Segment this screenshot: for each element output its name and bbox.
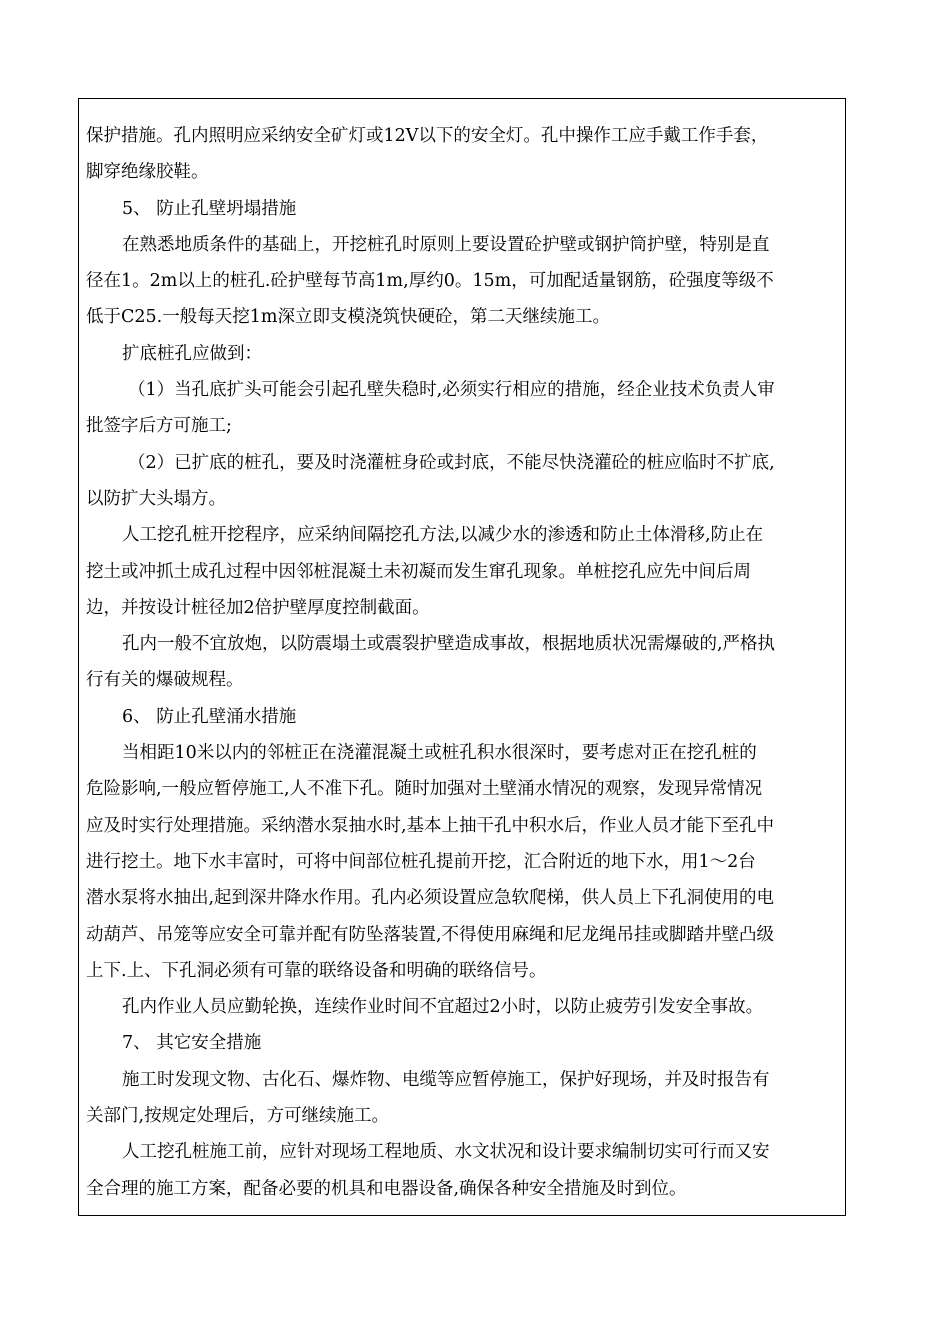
- text-line: 施工时发现文物、古化石、爆炸物、电缆等应暂停施工，保护好现场，并及时报告有: [122, 1069, 770, 1090]
- text-line: 人工挖孔桩施工前，应针对现场工程地质、水文状况和设计要求编制切实可行而又安: [122, 1142, 770, 1163]
- text-line: 以防扩大头塌方。: [86, 488, 226, 509]
- text-line: 挖土或冲抓土成孔过程中因邻桩混凝土未初凝而发生窜孔现象。单桩挖孔应先中间后周: [86, 561, 751, 582]
- text-line: 行有关的爆破规程。: [86, 670, 244, 691]
- text-line: 在熟悉地质条件的基础上，开挖桩孔时原则上要设置砼护壁或钢护筒护壁，特别是直: [122, 234, 770, 255]
- text-line: 当相距10米以内的邻桩正在浇灌混凝土或桩孔积水很深时，要考虑对正在挖孔桩的: [122, 743, 757, 764]
- text-line: 扩底桩孔应做到：: [122, 343, 262, 364]
- text-line: 人工挖孔桩开挖程序，应采纳间隔挖孔方法,以减少水的渗透和防止土体滑移,防止在: [122, 525, 764, 546]
- text-line: 潜水泵将水抽出,起到深井降水作用。孔内必须设置应急软爬梯，供人员上下孔洞使用的电: [86, 888, 775, 909]
- section-heading-6: 6、 防止孔壁涌水措施: [122, 706, 297, 727]
- text-line: 脚穿绝缘胶鞋。: [86, 162, 209, 183]
- text-line: 全合理的施工方案，配备必要的机具和电器设备,确保各种安全措施及时到位。: [86, 1178, 687, 1199]
- text-line: 保护措施。孔内照明应采纳安全矿灯或12V以下的安全灯。孔中操作工应手戴工作手套，: [86, 126, 769, 146]
- text-line: 孔内作业人员应勤轮换，连续作业时间不宜超过2小时，以防止疲劳引发安全事故。: [122, 997, 764, 1018]
- text-line: 边，并按设计桩径加2倍护壁厚度控制截面。: [86, 597, 430, 618]
- text-line: 批签字后方可施工;: [86, 416, 232, 437]
- text-line: 孔内一般不宜放炮，以防震塌土或震裂护壁造成事故，根据地质状况需爆破的,严格执: [122, 634, 776, 655]
- text-line: 危险影响,一般应暂停施工,人不准下孔。随时加强对土壁涌水情况的观察，发现异常情况: [86, 779, 763, 800]
- list-item-1: （1）当孔底扩头可能会引起孔壁失稳时,必须实行相应的措施，经企业技术负责人审: [128, 380, 775, 401]
- text-line: 低于C25.一般每天挖1m深立即支模浇筑快硬砼，第二天继续施工。: [86, 307, 610, 328]
- section-heading-7: 7、 其它安全措施: [122, 1033, 262, 1054]
- list-item-2: （2）已扩底的桩孔，要及时浇灌桩身砼或封底，不能尽快浇灌砼的桩应临时不扩底,: [128, 452, 775, 473]
- text-line: 动葫芦、吊笼等应安全可靠并配有防坠落装置,不得使用麻绳和尼龙绳吊挂或脚踏井壁凸级: [86, 924, 775, 945]
- section-heading-5: 5、 防止孔壁坍塌措施: [122, 198, 297, 219]
- text-line: 上下.上、下孔洞必须有可靠的联络设备和明确的联络信号。: [86, 960, 547, 981]
- text-line: 应及时实行处理措施。采纳潜水泵抽水时,基本上抽干孔中积水后，作业人员才能下至孔中: [86, 815, 775, 836]
- text-line: 进行挖土。地下水丰富时，可将中间部位桩孔提前开挖，汇合附近的地下水，用1～2台: [86, 851, 756, 872]
- text-line: 径在1。2m以上的桩孔.砼护壁每节高1m,厚约0。15m，可加配适量钢筋，砼强度等级不: [86, 271, 774, 292]
- document-body: [86, 118, 842, 1207]
- text-line: 关部门,按规定处理后，方可继续施工。: [86, 1106, 390, 1127]
